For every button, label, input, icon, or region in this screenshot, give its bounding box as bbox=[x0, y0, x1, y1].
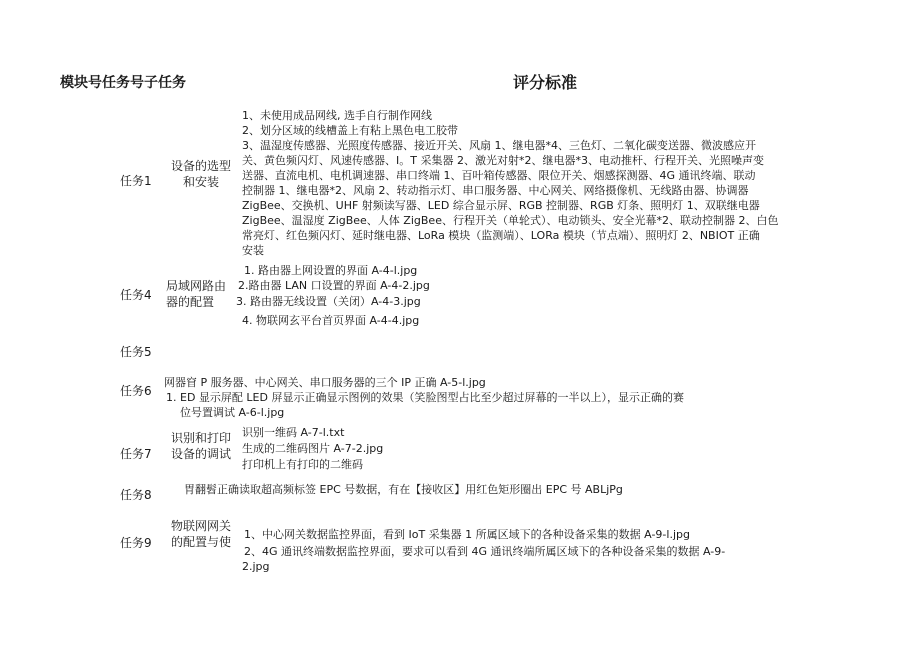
subtask-line: 识别和打印 bbox=[170, 431, 231, 445]
criteria-line: 3. 路由器无线设置（关闭）A-4-3.jpg bbox=[236, 295, 421, 308]
criteria-line: 控制器 1、继电器*2、风扇 2、转动指示灯、串口服务器、中心网关、网络摄像机、无线路由器、协调器 bbox=[242, 184, 749, 197]
subtask-line: 器的配置 bbox=[166, 295, 215, 309]
criteria-line: 送器、直流电机、电机调速器、串口终端 1、百叶箱传感器、限位开关、烟感探测器、4G 通讯终端、联动 bbox=[242, 169, 756, 182]
column-header: 模块号任务号子任务 bbox=[60, 75, 186, 91]
criteria-line: 2.路由器 LAN 口设置的界面 A-4-2.jpg bbox=[238, 279, 430, 292]
criteria-line: ZigBee、交换机、UHF 射频读写器、LED 综合显示屏、RGB 控制器、RGB 灯条、照明灯 1、双联继电器 bbox=[242, 199, 760, 212]
task-label-4: 任务4 bbox=[120, 288, 152, 302]
criteria-line: 2、划分区域的线槽盖上有粘上黑色电工胶带 bbox=[242, 124, 458, 137]
criteria-line: 识别一维码 A-7-l.txt bbox=[242, 426, 345, 439]
criteria-line: 3、温湿度传感器、光照度传感器、接近开关、风扇 1、继电器*4、三色灯、二氧化碳变送器、微波感应开 bbox=[242, 139, 756, 152]
task-label-8: 任务8 bbox=[120, 488, 152, 502]
subtask-label-1 bbox=[164, 158, 238, 190]
criteria-line: 打印机上有打印的二维码 bbox=[242, 458, 363, 471]
criteria-line: 4. 物联网玄平台首页界面 A-4-4.jpg bbox=[242, 314, 420, 327]
criteria-line: 胃翻髫正确读取超高频标签 EPC 号数据，有在【接收区】用红色矩形圈出 EPC 号 ABLjPg bbox=[184, 483, 623, 496]
criteria-line: 生成的二维码图片 A-7-2.jpg bbox=[242, 442, 384, 455]
criteria-line: 网器窅 P 服务器、中心网关、串口服务器的三个 IP 正确 A-5-l.jpg bbox=[164, 376, 486, 389]
criteria-line: 关、黄色频闪灯、风速传感器、I。T 采集器 2、激光对射*2、继电器*3、电动推杆、行程开关、光照噪声变 bbox=[242, 154, 764, 167]
subtask-line: 设备的调试 bbox=[170, 447, 231, 461]
criteria-line: 1、未使用成品网线, 选手自行制作网线 bbox=[242, 109, 432, 122]
task-label-6: 任务6 bbox=[120, 384, 152, 398]
criteria-line: 1. ED 显示屏配 LED 屏显示正确显示图例的效果（笑脸图型占比至少超过屏幕的一半以上），显示正确的赛 bbox=[166, 391, 684, 404]
criteria-block-1 bbox=[242, 108, 778, 258]
subtask-line: 局域网路由 bbox=[166, 279, 227, 293]
criteria-line: 1. 路由器上网设置的界面 A-4-l.jpg bbox=[244, 264, 418, 277]
task-label-1: 任务1 bbox=[120, 174, 152, 188]
task-label-9: 任务9 bbox=[120, 536, 152, 550]
task-label-5: 任务5 bbox=[120, 345, 152, 359]
criteria-line: 2、4G 通讯终端数据监控界面，要求可以看到 4G 通讯终端所属区域下的各种设备采集的数据 A-9- bbox=[244, 545, 726, 558]
criteria-line: ZigBee、温湿度 ZigBee、人体 ZigBee、行程开关（单轮式）、电动锁头、安全光幕*2、联动控制器 2、白色 bbox=[242, 214, 779, 227]
subtask-line: 设备的选型 bbox=[170, 159, 231, 173]
subtask-line: 物联网网关 bbox=[170, 519, 231, 533]
criteria-line: 位号置调试 A-6-l.jpg bbox=[180, 406, 285, 419]
subtask-label-4 bbox=[166, 278, 238, 310]
criteria-line: 1、中心网关数据监控界面，看到 IoT 采集器 1 所属区域下的各种设备采集的数据 A-9-l.jpg bbox=[244, 528, 690, 541]
subtask-label-7 bbox=[164, 430, 238, 462]
criteria-line: 安装 bbox=[242, 244, 264, 257]
subtask-label-9 bbox=[164, 518, 238, 550]
subtask-line: 的配置与使 bbox=[170, 535, 231, 549]
subtask-line: 和安装 bbox=[182, 175, 219, 189]
criteria-line: 2.jpg bbox=[242, 560, 270, 573]
page-title: 评分标准 bbox=[513, 73, 578, 92]
task-label-7: 任务7 bbox=[120, 447, 152, 461]
criteria-line: 常亮灯、红色频闪灯、延时继电器、LoRa 模块（监测端）、LORa 模块（节点端）、照明灯 2、NBIOT 正确 bbox=[242, 229, 760, 242]
